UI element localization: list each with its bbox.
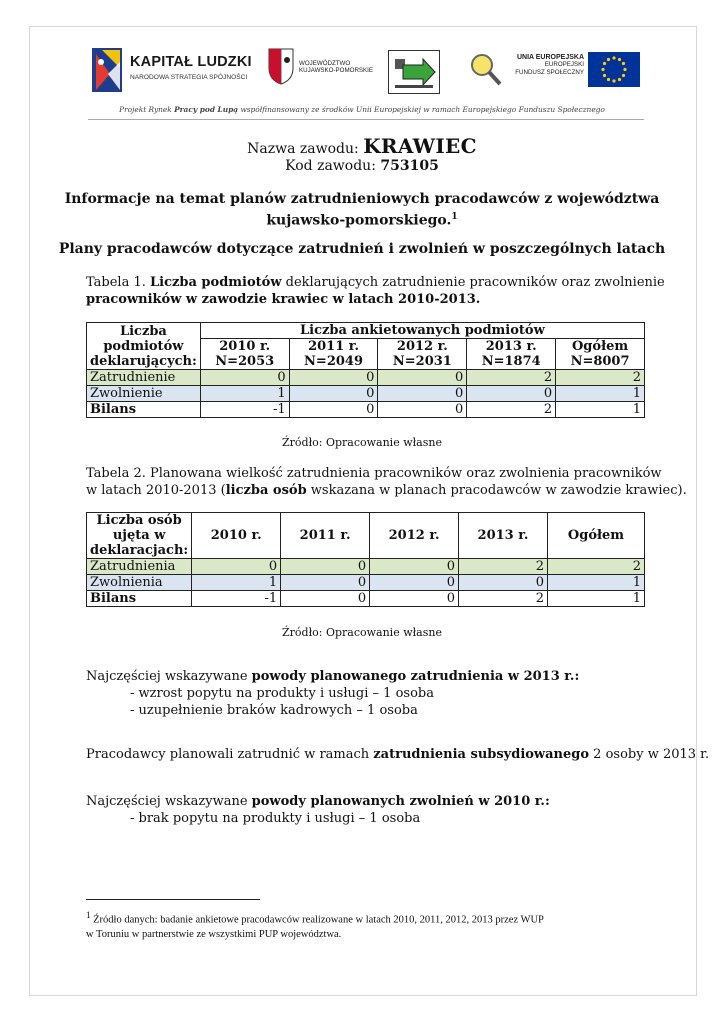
table2 xyxy=(86,512,645,607)
profession-code-value: 753105 xyxy=(380,158,439,174)
table1-cell: 2 xyxy=(556,370,645,386)
project-note-pre: Projekt Rynek xyxy=(119,105,175,114)
table1-col-n: N=2049 xyxy=(304,354,364,369)
wojewodztwo-text xyxy=(299,60,373,74)
table2-corner-line3: deklaracjach: xyxy=(90,543,189,558)
table1-corner xyxy=(87,323,201,370)
ue-line1: UNIA EUROPEJSKA xyxy=(516,54,584,61)
table2-cell: 1 xyxy=(547,575,644,591)
wojewodztwo-line2: KUJAWSKO-POMORSKIE xyxy=(299,67,374,74)
table2-row-bilans xyxy=(87,591,645,607)
table2-row-label: Zatrudnienia xyxy=(87,559,192,575)
table1-row-zatrudnienie xyxy=(87,370,645,386)
list-item: - wzrost popytu na produkty i usługi – 1 osoba xyxy=(130,686,434,701)
table2-col-header: 2013 r. xyxy=(459,513,548,559)
table1-corner-line2: podmiotów xyxy=(103,338,184,354)
wojewodztwo-logo xyxy=(266,46,386,92)
section-heading: Plany pracodawców dotyczące zatrudnień i zwolnień w poszczególnych latach xyxy=(58,241,666,257)
table1-row-label: Bilans xyxy=(87,402,201,418)
table1-col-year: 2013 r. xyxy=(485,339,537,354)
table1 xyxy=(86,322,645,418)
table2-cell: 2 xyxy=(547,559,644,575)
project-note-post: współfinansowany ze środków Unii Europejskiej w ramach Europejskiego Funduszu Społecznego xyxy=(238,105,605,114)
kapital-ludzki-logo xyxy=(88,44,258,96)
header-logos xyxy=(88,44,644,96)
table2-cell: 0 xyxy=(370,559,459,575)
table1-cell: 0 xyxy=(200,370,289,386)
footnote-line1: Źródło danych: badanie ankietowe pracodawców realizowane w latach 2010, 2011, 2012, 2013 przez WUP xyxy=(90,914,544,926)
table1-caption-bold2: pracowników w zawodzie krawiec w latach 2010-2013. xyxy=(86,292,481,307)
table1-cell: 0 xyxy=(378,402,467,418)
table2-caption-pre: w latach 2010-2013 ( xyxy=(86,483,226,498)
table1-caption-bold1: Liczba podmiotów xyxy=(150,275,282,290)
reasons-hire-pre: Najczęściej wskazywane xyxy=(86,669,252,684)
list-item: - brak popytu na produkty i usługi – 1 osoba xyxy=(130,811,421,826)
table2-source: Źródło: Opracowanie własne xyxy=(282,626,442,639)
profession-code-label: Kod zawodu: xyxy=(285,158,376,174)
arrow-icon xyxy=(389,51,439,93)
table1-col-n: N=2053 xyxy=(215,354,275,369)
kapital-ludzki-emblem-icon xyxy=(88,44,128,96)
table2-caption-bold: liczba osób xyxy=(225,483,307,498)
table1-corner-line3: deklarujących: xyxy=(90,353,197,369)
table1-cell: 1 xyxy=(200,386,289,402)
rynek-pracy-arrow-logo xyxy=(388,50,440,94)
table1-cell: 0 xyxy=(289,370,378,386)
table2-col-header: Ogółem xyxy=(547,513,644,559)
subsidized-pre: Pracodawcy planowali zatrudnić w ramach xyxy=(86,747,374,762)
table1-col-n: N=2031 xyxy=(392,354,452,369)
table2-cell: 0 xyxy=(281,591,370,607)
table1-corner-line1: Liczba xyxy=(119,323,167,339)
table2-cell: 0 xyxy=(281,559,370,575)
subsidized-note xyxy=(86,746,709,763)
ue-text xyxy=(506,54,584,76)
table1-row-label: Zwolnienie xyxy=(87,386,201,402)
subsidized-post: 2 osoby w 2013 r. xyxy=(589,747,710,762)
table2-corner-line2: ujęta w xyxy=(112,528,166,543)
main-heading-line2: kujawsko-pomorskiego. xyxy=(266,212,452,229)
table1-source: Źródło: Opracowanie własne xyxy=(282,436,442,449)
main-heading-line1: Informacje na temat planów zatrudnieniowych pracodawców z województwa xyxy=(64,191,660,207)
table1-caption xyxy=(86,274,665,308)
project-note xyxy=(0,105,724,114)
footnote xyxy=(86,908,646,942)
profession-code xyxy=(0,158,724,174)
wojewodztwo-line1: WOJEWÓDZTWO xyxy=(299,60,351,67)
footnote-number: 1 xyxy=(86,910,91,920)
table1-cell: 2 xyxy=(467,402,556,418)
reasons-fire-heading xyxy=(86,793,550,810)
footnote-rule xyxy=(86,899,260,900)
table1-col-header xyxy=(200,339,289,370)
table1-col-year: 2010 r. xyxy=(219,339,271,354)
table1-cell: 0 xyxy=(378,386,467,402)
table1-col-header xyxy=(556,339,645,370)
table2-row-label: Zwolnienia xyxy=(87,575,192,591)
main-heading xyxy=(0,190,724,230)
table2-row-label: Bilans xyxy=(87,591,192,607)
table2-cell: -1 xyxy=(192,591,281,607)
ue-line3: FUNDUSZ SPOŁECZNY xyxy=(515,68,584,76)
table2-col-header: 2010 r. xyxy=(192,513,281,559)
table2-cell: 1 xyxy=(192,575,281,591)
header-divider xyxy=(88,119,644,120)
table1-cell: 0 xyxy=(289,386,378,402)
list-item: - uzupełnienie braków kadrowych – 1 osoba xyxy=(130,703,418,718)
table2-cell: 1 xyxy=(547,591,644,607)
magnifier-icon xyxy=(466,50,506,90)
table2-col-header: 2012 r. xyxy=(370,513,459,559)
coat-of-arms-icon xyxy=(266,46,296,86)
table1-cell: -1 xyxy=(200,402,289,418)
reasons-fire-list xyxy=(130,810,420,827)
table2-col-header: 2011 r. xyxy=(281,513,370,559)
table1-row-bilans xyxy=(87,402,645,418)
table2-cell: 0 xyxy=(459,575,548,591)
table1-col-n: N=1874 xyxy=(481,354,541,369)
kapital-ludzki-title: KAPITAŁ LUDZKI xyxy=(130,54,252,70)
table1-col-header xyxy=(378,339,467,370)
table1-row-label: Zatrudnienie xyxy=(87,370,201,386)
table1-cell: 1 xyxy=(556,386,645,402)
table1-col-year: Ogółem xyxy=(571,339,629,354)
table1-cell: 2 xyxy=(467,370,556,386)
subsidized-bold: zatrudnienia subsydiowanego xyxy=(373,747,590,762)
table1-col-header xyxy=(289,339,378,370)
table1-row-zwolnienie xyxy=(87,386,645,402)
reasons-hire-heading xyxy=(86,668,579,685)
ue-line2: EUROPEJSKI xyxy=(544,61,584,69)
reasons-fire-bold: powody planowanych zwolnień w 2010 r.: xyxy=(251,794,550,809)
table1-col-n: N=8007 xyxy=(570,354,630,369)
table1-cell: 1 xyxy=(556,402,645,418)
footnote-ref: 1 xyxy=(451,212,458,222)
table1-cell: 0 xyxy=(467,386,556,402)
table1-col-header xyxy=(467,339,556,370)
table1-group-header: Liczba ankietowanych podmiotów xyxy=(200,323,644,339)
reasons-hire-list xyxy=(130,685,434,719)
lupa-logo xyxy=(466,50,506,90)
table1-col-year: 2011 r. xyxy=(308,339,359,354)
table2-cell: 0 xyxy=(370,591,459,607)
table2-caption-post: wskazana w planach pracodawców w zawodzie krawiec). xyxy=(306,483,687,498)
profession-name xyxy=(0,134,724,158)
profession-name-label: Nazwa zawodu: xyxy=(247,141,359,157)
profession-name-value: KRAWIEC xyxy=(363,134,477,158)
table1-cell: 0 xyxy=(289,402,378,418)
kapital-ludzki-subtitle: NARODOWA STRATEGIA SPÓJNOŚCI xyxy=(130,74,248,81)
reasons-fire-pre: Najczęściej wskazywane xyxy=(86,794,252,809)
eu-flag-icon xyxy=(588,52,640,87)
table1-caption-pre: Tabela 1. xyxy=(86,275,151,290)
table2-caption-line1: Tabela 2. Planowana wielkość zatrudnienia pracowników oraz zwolnienia pracowników xyxy=(86,466,662,481)
table2-cell: 0 xyxy=(281,575,370,591)
table2-cell: 2 xyxy=(459,559,548,575)
table2-row-zatrudnienia xyxy=(87,559,645,575)
footnote-line2: w Toruniu w partnerstwie ze wszystkimi PUP województwa. xyxy=(86,928,342,940)
table1-caption-mid: deklarujących zatrudnienie pracowników oraz zwolnienie xyxy=(281,275,665,290)
reasons-hire-bold: powody planowanego zatrudnienia w 2013 r.: xyxy=(251,669,580,684)
table2-cell: 0 xyxy=(192,559,281,575)
project-note-bold: Pracy pod Lupą xyxy=(174,105,239,114)
table2-row-zwolnienia xyxy=(87,575,645,591)
table2-caption xyxy=(86,465,687,499)
table2-corner xyxy=(87,513,192,559)
table2-cell: 0 xyxy=(370,575,459,591)
table1-cell: 0 xyxy=(378,370,467,386)
table2-cell: 2 xyxy=(459,591,548,607)
table2-corner-line1: Liczba osób xyxy=(96,513,182,528)
table1-col-year: 2012 r. xyxy=(396,339,448,354)
